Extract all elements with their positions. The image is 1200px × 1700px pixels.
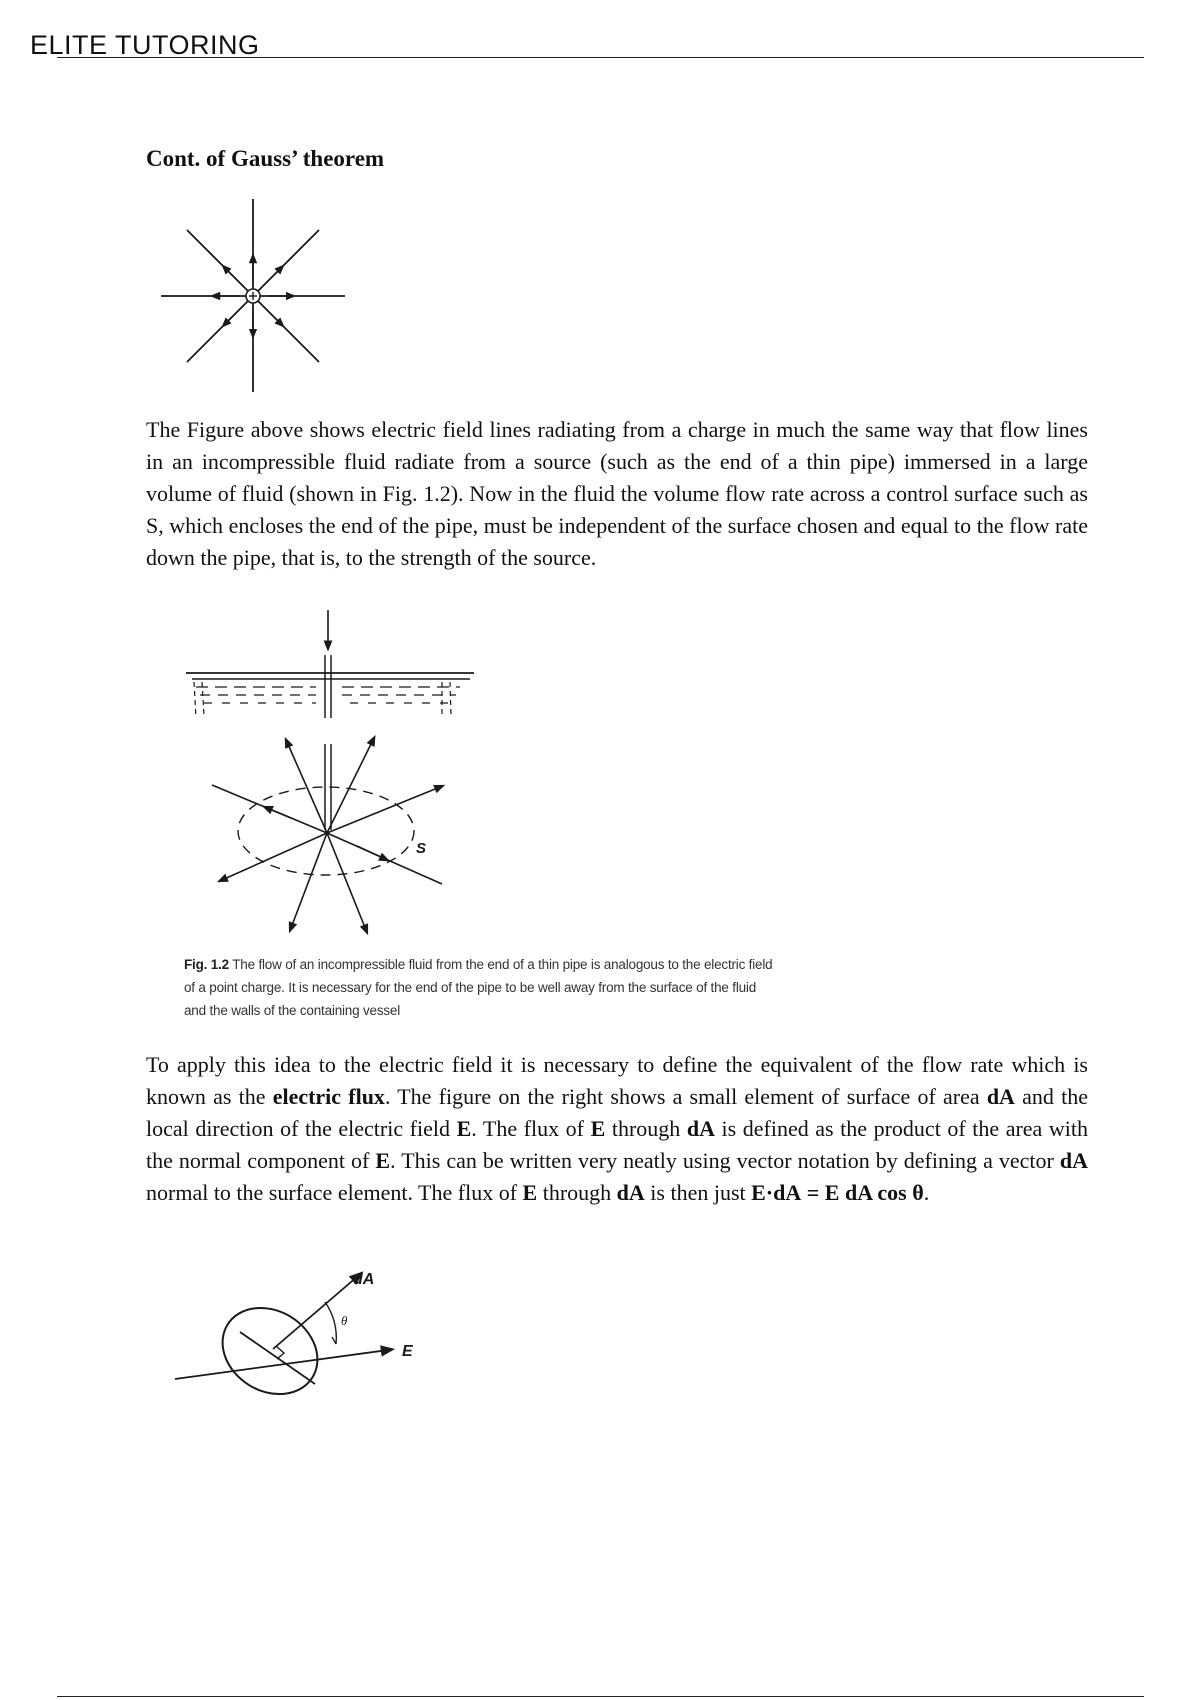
point-charge-field-figure	[154, 198, 354, 398]
symbol-dA: dA	[986, 1084, 1015, 1109]
footer-rule	[57, 1696, 1144, 1697]
paragraph-electric-flux	[146, 1049, 1088, 1209]
symbol-E: E	[375, 1148, 391, 1173]
angle-theta-label: θ	[341, 1313, 348, 1328]
formula-flux: = E dA cos θ	[806, 1180, 924, 1205]
vector-dA-label: dA	[353, 1271, 375, 1288]
figure-caption-text: The flow of an incompressible fluid from the end of a thin pipe is analogous to the electric field of a point charge. It is necessary for the end of the pipe to be well away from the surface of the fluid and the walls of the containing vessel	[184, 957, 773, 1018]
text-run: is then just	[644, 1180, 752, 1205]
symbol-dA: dA	[1059, 1148, 1088, 1173]
symbol-E: E	[590, 1116, 606, 1141]
header-title: ELITE TUTORING	[30, 30, 260, 60]
figure-caption-label: Fig. 1.2	[184, 957, 229, 972]
text-run: through	[537, 1180, 617, 1205]
figure-caption	[184, 953, 774, 1022]
surface-element-figure	[170, 1262, 430, 1412]
fluid-source-figure	[180, 600, 490, 930]
text-run: normal to the surface element. The flux of	[146, 1180, 523, 1205]
section-title: Cont. of Gauss’ theorem	[146, 146, 385, 171]
symbol-dA: dA	[686, 1116, 715, 1141]
formula-dot-product: E·dA	[751, 1180, 802, 1205]
text-run: through	[605, 1116, 687, 1141]
text-run: and the local direction of the electric field	[146, 1084, 1088, 1141]
symbol-E: E	[456, 1116, 472, 1141]
term-electric-flux: electric flux	[272, 1084, 385, 1109]
text-run: . This can be written very neatly using vector notation by defining a vector	[390, 1148, 1060, 1173]
text-run: is defined as the product of the area with the normal component of	[146, 1116, 1088, 1173]
surface-s-label: S	[416, 840, 427, 857]
text-run: . The flux of	[471, 1116, 591, 1141]
field-E-label: E	[402, 1343, 413, 1360]
text-run: . The figure on the right shows a small element of surface of area	[384, 1084, 987, 1109]
symbol-E: E	[522, 1180, 538, 1205]
header-rule	[57, 57, 1144, 58]
text-run: .	[923, 1180, 930, 1205]
text-run: To apply this idea to the electric field it is necessary to define the equivalent of the flow rate which is known as the	[146, 1052, 1088, 1109]
symbol-dA: dA	[616, 1180, 645, 1205]
paragraph-field-lines-analogy: The Figure above shows electric field lines radiating from a charge in much the same way that flow lines in an incompressible fluid radiate from a source (such as the end of a thin pipe) immersed in a large volume of fluid (shown in Fig. 1.2). Now in the fluid the volume flow rate across a control surface such as S, which encloses the end of the pipe, must be independent of the surface chosen and equal to the flow rate down the pipe, that is, to the strength of the source.	[146, 417, 1088, 570]
